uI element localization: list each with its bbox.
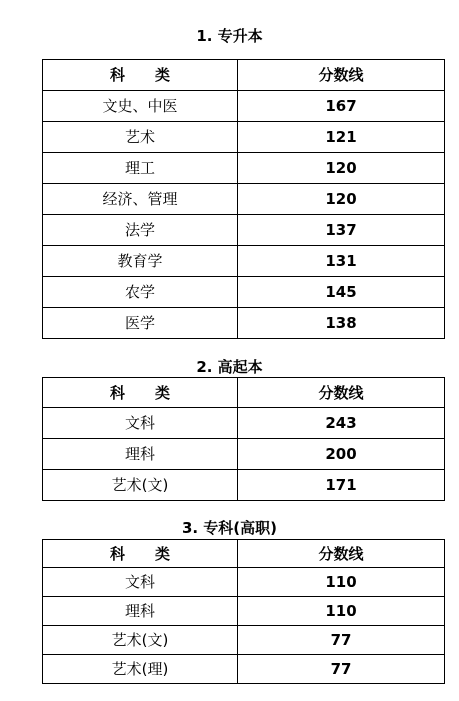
section-1-table [42,59,445,339]
category-cell: 理科 [43,439,238,470]
table-row [43,246,445,277]
category-cell: 理工 [43,153,238,184]
score-cell: 167 [238,91,445,122]
section-2-title: 2. 高起本 [196,358,263,376]
score-cell: 77 [238,626,445,655]
score-cell: 120 [238,184,445,215]
table-row [43,568,445,597]
score-cell: 243 [238,408,445,439]
section-3-title: 3. 专科(高职) [181,519,278,537]
category-cell: 法学 [43,215,238,246]
score-cell: 110 [238,597,445,626]
score-cell: 138 [238,308,445,339]
category-cell: 艺术(文) [43,626,238,655]
table-row [43,91,445,122]
section-2-table [42,377,445,501]
category-header: 科 类 [43,378,238,408]
section-1-title: 1. 专升本 [196,27,263,45]
score-header: 分数线 [238,540,445,568]
table-row [43,408,445,439]
table-header-row [43,378,445,408]
category-cell: 文科 [43,408,238,439]
score-cell: 77 [238,655,445,684]
table-row [43,470,445,501]
score-cell: 131 [238,246,445,277]
score-cell: 121 [238,122,445,153]
category-cell: 文史、中医 [43,91,238,122]
category-cell: 农学 [43,277,238,308]
score-cell: 171 [238,470,445,501]
category-cell: 艺术(文) [43,470,238,501]
category-cell: 经济、管理 [43,184,238,215]
table-header-row [43,60,445,91]
category-cell: 艺术 [43,122,238,153]
score-cell: 137 [238,215,445,246]
table-row [43,122,445,153]
category-header: 科 类 [43,540,238,568]
score-cell: 120 [238,153,445,184]
table-row [43,184,445,215]
score-cell: 110 [238,568,445,597]
table-row [43,215,445,246]
table-row [43,439,445,470]
score-cell: 145 [238,277,445,308]
category-cell: 艺术(理) [43,655,238,684]
table-row [43,655,445,684]
table-row [43,308,445,339]
table-row [43,626,445,655]
table-row [43,597,445,626]
score-header: 分数线 [238,378,445,408]
score-cell: 200 [238,439,445,470]
category-cell: 文科 [43,568,238,597]
category-cell: 教育学 [43,246,238,277]
score-header: 分数线 [238,60,445,91]
category-cell: 医学 [43,308,238,339]
category-cell: 理科 [43,597,238,626]
category-header: 科 类 [43,60,238,91]
section-3-table [42,539,445,684]
table-row [43,153,445,184]
table-header-row [43,540,445,568]
table-row [43,277,445,308]
